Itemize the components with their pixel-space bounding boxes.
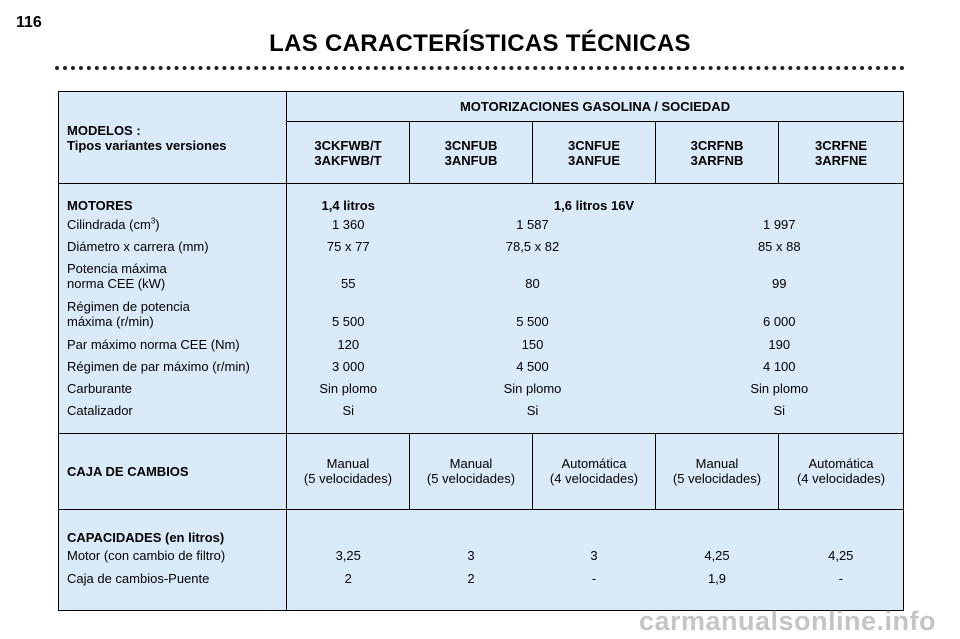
capacity-value: 2 [467, 570, 475, 586]
variant-header: 3CRFNB 3ARFNB [656, 122, 779, 184]
spec-label: Potencia máxima norma CEE (kW) [67, 261, 167, 291]
capacity-value: 1,9 [707, 570, 727, 586]
capacity-value: 3 [590, 548, 598, 563]
spec-label: Carburante [67, 380, 133, 396]
gearbox-value: Manual (5 velocidades) [410, 433, 533, 509]
gearbox-value: Manual (5 velocidades) [287, 433, 410, 509]
watermark: carmanualsonline.info [638, 606, 936, 636]
models-label: MODELOS : [67, 122, 141, 138]
spec-value: 78,5 x 82 [505, 238, 560, 254]
spec-value: 3 000 [287, 355, 410, 377]
capacities-heading-spacer [287, 509, 904, 545]
variant-header: 3CKFWB/T 3AKFWB/T [287, 122, 410, 184]
spec-value: 150 [521, 336, 544, 352]
capacity-value: 2 [287, 567, 410, 611]
spec-value: 190 [768, 336, 791, 352]
spec-value: Sin plomo [503, 380, 562, 396]
spec-label: Diámetro x carrera (mm) [67, 238, 209, 254]
capacity-label: Caja de cambios-Puente [67, 570, 210, 586]
spec-value: 99 [772, 276, 787, 291]
capacity-value: 4,25 [704, 548, 730, 563]
variant-header: 3CRFNE 3ARFNE [779, 122, 904, 184]
variant-header: 3CNFUE 3ANFUE [533, 122, 656, 184]
spec-label: Régimen de par máximo (r/min) [67, 358, 250, 374]
spec-value: Sin plomo [750, 380, 809, 396]
spec-value: 1 587 [516, 216, 549, 232]
spec-value: 5 500 [287, 295, 410, 333]
technical-specs-table [58, 91, 904, 611]
engine-size-spacer [779, 184, 904, 214]
spec-value: 1 360 [287, 213, 410, 235]
spec-label: Régimen de potencia máxima (r/min) [67, 299, 190, 329]
spec-value: Sin plomo [287, 377, 410, 399]
spec-value: 75 x 77 [287, 235, 410, 257]
capacity-label: Motor (con cambio de filtro) [67, 548, 226, 563]
capacity-value: 3,25 [287, 545, 410, 567]
page-title: LAS CARACTERÍSTICAS TÉCNICAS [269, 30, 691, 57]
spec-value: 1 997 [762, 216, 796, 232]
motors-heading: MOTORES [59, 184, 287, 214]
dotted-divider [55, 66, 905, 70]
spec-value: 55 [287, 257, 410, 295]
spec-value: 5 500 [516, 314, 549, 329]
spec-value: 4 100 [762, 358, 796, 374]
spec-label: Catalizador [67, 403, 133, 418]
capacity-value: - [591, 570, 597, 586]
spec-value: 120 [287, 333, 410, 355]
spec-value: 80 [525, 276, 540, 291]
spec-value: 85 x 88 [757, 238, 801, 254]
engine-size: 1,6 litros 16V [410, 184, 779, 214]
spec-value: 6 000 [762, 314, 796, 329]
engine-group-title: MOTORIZACIONES GASOLINA / SOCIEDAD [287, 92, 904, 122]
capacities-heading: CAPACIDADES (en litros) [59, 509, 287, 545]
capacity-value: - [838, 570, 843, 586]
spec-value: Si [773, 403, 786, 418]
gearbox-value: Automática (4 velocidades) [533, 433, 656, 509]
spec-value: Si [287, 399, 410, 433]
page-number: 116 [16, 14, 42, 31]
capacity-value: 4,25 [828, 548, 854, 563]
spec-label: Par máximo norma CEE (Nm) [67, 336, 240, 352]
capacity-value: 3 [467, 548, 475, 563]
variants-label: Tipos variantes versiones [67, 137, 227, 153]
gearbox-value: Automática (4 velocidades) [779, 433, 904, 509]
models-header-cell [59, 92, 287, 184]
engine-size: 1,4 litros [287, 184, 410, 214]
spec-value: 4 500 [516, 358, 549, 374]
gearbox-value: Manual (5 velocidades) [656, 433, 779, 509]
variant-header: 3CNFUB 3ANFUB [410, 122, 533, 184]
spec-value: Si [526, 403, 539, 418]
gearbox-heading: CAJA DE CAMBIOS [59, 433, 287, 509]
spec-label: Cilindrada $(cm^3)$ [67, 216, 160, 232]
